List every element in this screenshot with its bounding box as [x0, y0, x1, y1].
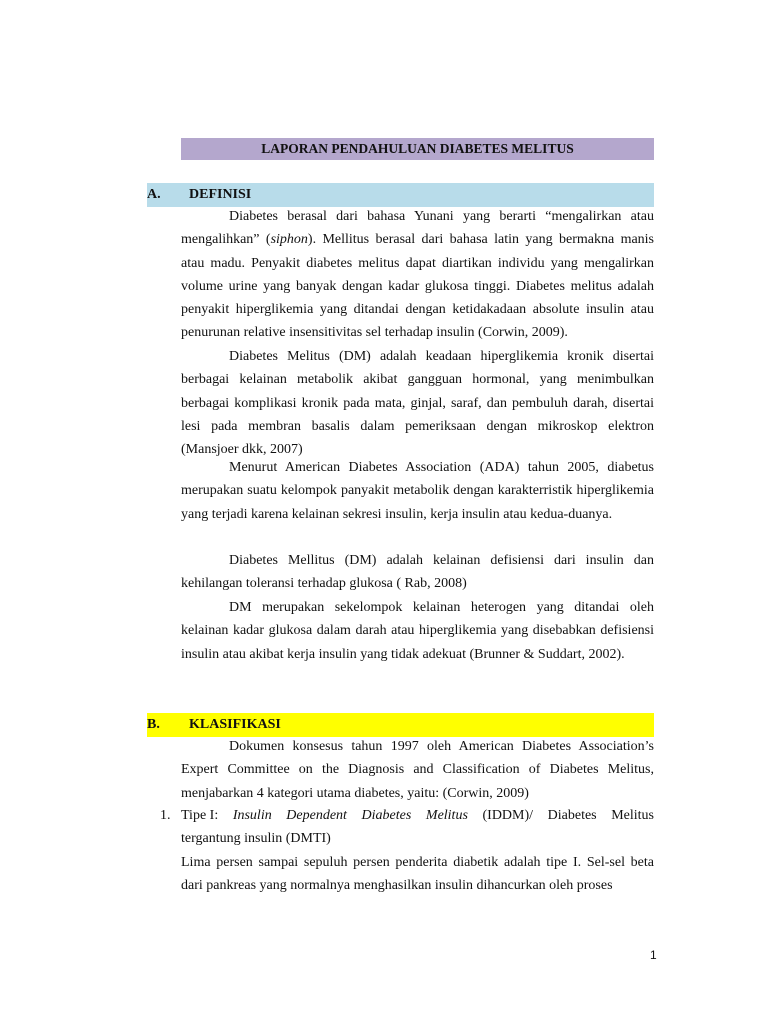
- section-heading-definisi: [147, 183, 654, 207]
- definisi-paragraph-1: Diabetes berasal dari bahasa Yunani yang berarti “mengalirkan atau mengalihkan” (siphon). Mellitus berasal dari bahasa latin yang bermakna manis atau madu. Penyakit diabetes melitus dapat diartikan individu yang mengalirkan volume urine yang banyak dengan kadar glukosa tinggi. Diabetes melitus adalah penyakit hiperglikemia yang ditandai dengan ketidakadaan absolute insulin atau penurunan relative insensitivitas sel terhadap insulin (Corwin, 2009).: [181, 209, 655, 341]
- klasifikasi-paragraph-1: Dokumen konsesus tahun 1997 oleh American Diabetes Association’s Expert Committee on the Diagnosis and Classification of Diabetes Melitus, menjabarkan 4 kategori utama diabetes, yaitu: (Corwin, 2009): [181, 739, 654, 801]
- definisi-paragraph-4: Diabetes Mellitus (DM) adalah kelainan defisiensi dari insulin dan kehilangan toleransi terhadap glukosa ( Rab, 2008): [181, 553, 654, 592]
- section-letter: A.: [147, 187, 161, 202]
- section-name: DEFINISI: [189, 187, 252, 202]
- page-number: 1: [650, 948, 657, 962]
- definisi-paragraph-2: Diabetes Melitus (DM) adalah keadaan hiperglikemia kronik disertai berbagai kelainan metabolik akibat gangguan hormonal, yang menimbulkan berbagai komplikasi kronik pada mata, ginjal, saraf, dan pembuluh darah, disertai lesi pada membran basalis dalam pemeriksaan dengan mikroskop elektron (Mansjoer dkk, 2007): [181, 349, 654, 458]
- section-letter: B.: [147, 717, 160, 732]
- klasifikasi-paragraph-2: Lima persen sampai sepuluh persen penderita diabetik adalah tipe I. Sel-sel beta dari pankreas yang normalnya menghasilkan insulin dihancurkan oleh proses: [181, 855, 654, 894]
- section-name: KLASIFIKASI: [189, 717, 281, 732]
- list-item-tipe-1: Tipe I: Insulin Dependent Diabetes Melitus (IDDM)/ Diabetes Melitus tergantung insulin (DMTI): [181, 808, 654, 847]
- list-number: 1.: [160, 808, 171, 823]
- definisi-paragraph-5: DM merupakan sekelompok kelainan heterogen yang ditandai oleh kelainan kadar glukosa dalam darah atau hiperglikemia yang disebabkan defisiensi insulin atau akibat kerja insulin yang tidak adekuat (Brunner & Suddart, 2002).: [181, 600, 654, 662]
- definisi-paragraph-3: Menurut American Diabetes Association (ADA) tahun 2005, diabetus merupakan suatu kelompok panyakit metabolik dengan karakterristik hiperglikemia yang terjadi karena kelainan sekresi insulin, kerja insulin atau kedua-duanya.: [181, 460, 654, 522]
- section-heading-klasifikasi: [147, 713, 654, 737]
- document-title: LAPORAN PENDAHULUAN DIABETES MELITUS: [181, 138, 654, 160]
